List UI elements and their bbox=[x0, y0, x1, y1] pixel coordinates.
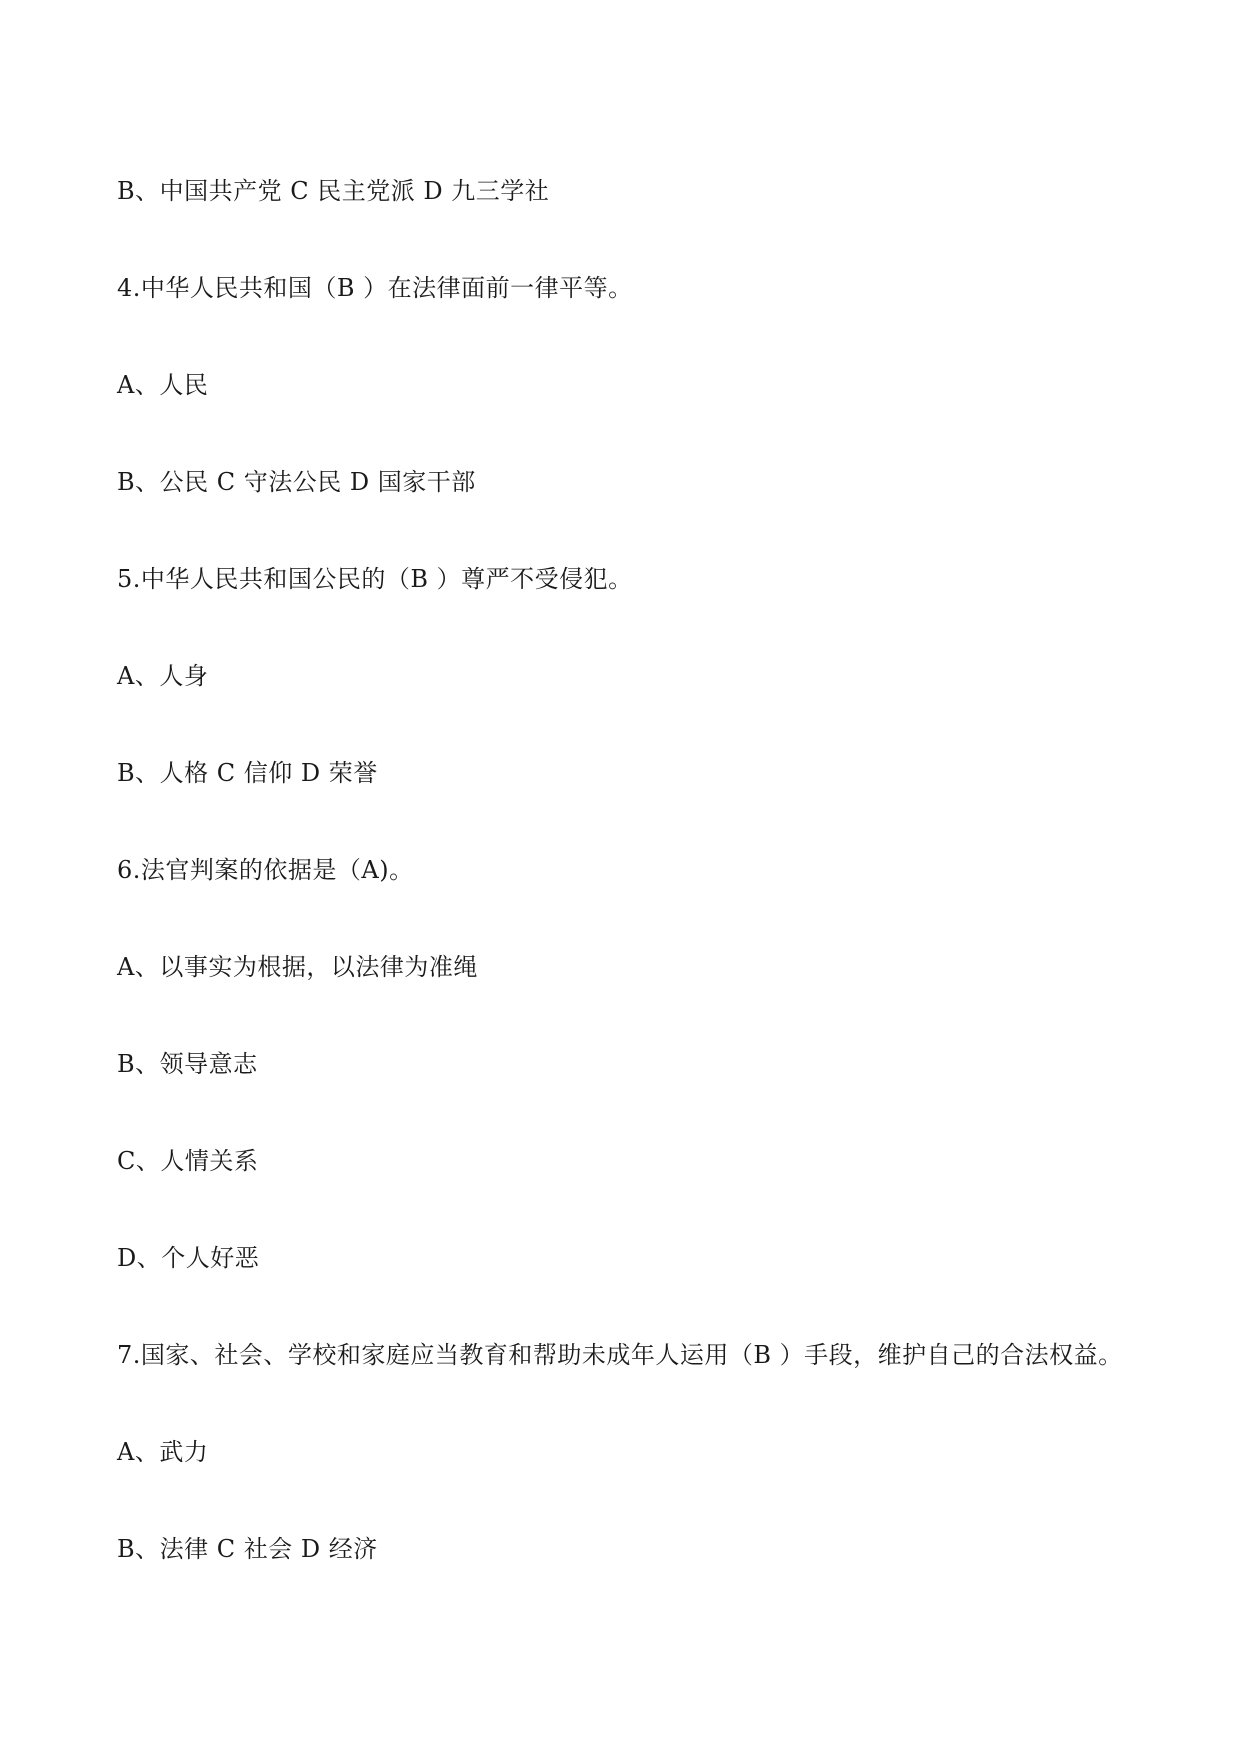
option-line-q4-a: A、人民 bbox=[117, 371, 209, 399]
option-line-q7-bcd: B、法律 C 社会 D 经济 bbox=[117, 1535, 378, 1563]
option-line-q7-a: A、武力 bbox=[117, 1438, 209, 1466]
question-7: 7.国家、社会、学校和家庭应当教育和帮助未成年人运用（B ）手段，维护自己的合法权益。 bbox=[117, 1341, 1123, 1369]
option-line-q6-c: C、人情关系 bbox=[117, 1147, 259, 1175]
option-line-q4-bcd: B、公民 C 守法公民 D 国家干部 bbox=[117, 468, 476, 496]
option-line-q6-d: D、个人好恶 bbox=[117, 1244, 260, 1272]
option-line-q6-b: B、领导意志 bbox=[117, 1050, 258, 1078]
question-6: 6.法官判案的依据是（A)。 bbox=[117, 856, 414, 884]
option-line-q3-bcd: B、中国共产党 C 民主党派 D 九三学社 bbox=[117, 177, 550, 205]
question-4: 4.中华人民共和国（B ）在法律面前一律平等。 bbox=[117, 274, 633, 302]
option-line-q6-a: A、以事实为根据，以法律为准绳 bbox=[117, 953, 478, 981]
question-5: 5.中华人民共和国公民的（B ）尊严不受侵犯。 bbox=[117, 565, 633, 593]
option-line-q5-bcd: B、人格 C 信仰 D 荣誉 bbox=[117, 759, 378, 787]
option-line-q5-a: A、人身 bbox=[117, 662, 209, 690]
